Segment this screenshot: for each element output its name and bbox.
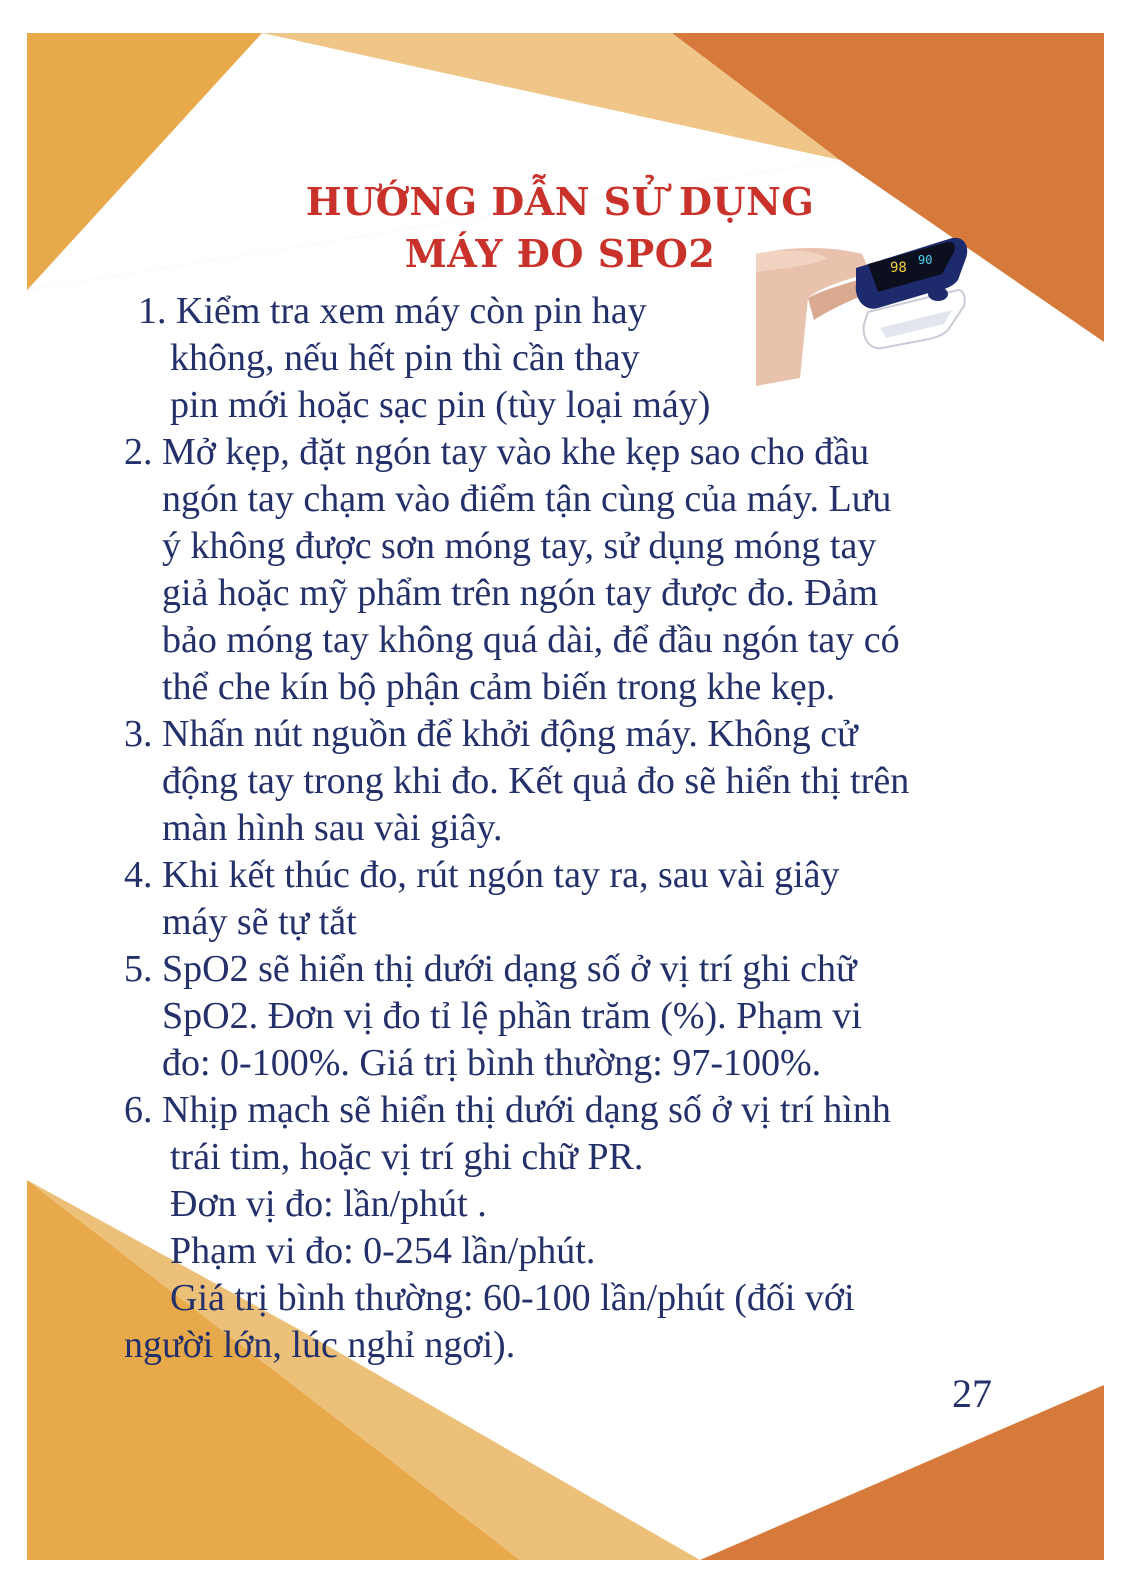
list-item-5	[124, 946, 984, 1087]
title-line-1: HƯỚNG DẪN SỬ DỤNG	[305, 179, 815, 224]
item-2-line-2: ngón tay chạm vào điểm tận cùng của máy. Lưu	[162, 478, 892, 520]
page-number: 27	[952, 1371, 992, 1416]
item-4-line-1: 4. Khi kết thúc đo, rút ngón tay ra, sau vài giây	[124, 854, 840, 896]
item-2-line-3: ý không được sơn móng tay, sử dụng móng tay	[162, 525, 877, 567]
item-5-line-3: đo: 0-100%. Giá trị bình thường: 97-100%.	[162, 1042, 822, 1084]
item-5-line-2: SpO2. Đơn vị đo tỉ lệ phần trăm (%). Phạm vi	[162, 995, 862, 1037]
item-1-line-1: 1. Kiểm tra xem máy còn pin hay	[138, 290, 647, 332]
item-2-line-4: giả hoặc mỹ phẩm trên ngón tay được đo. Đảm	[162, 572, 879, 614]
instruction-list	[124, 288, 984, 1369]
item-3-line-1: 3. Nhấn nút nguồn để khởi động máy. Không cử	[124, 713, 858, 755]
item-6-line-2: trái tim, hoặc vị trí ghi chữ PR.	[170, 1136, 644, 1178]
title-line-2: MÁY ĐO SPO2	[404, 231, 716, 276]
list-item-6	[124, 1087, 984, 1369]
item-3-line-2: động tay trong khi đo. Kết quả đo sẽ hiển thị trên	[162, 760, 910, 802]
item-2-line-5: bảo móng tay không quá dài, để đầu ngón tay có	[162, 619, 900, 661]
item-2-line-1: 2. Mở kẹp, đặt ngón tay vào khe kẹp sao cho đầu	[124, 431, 870, 473]
svg-text:90: 90	[918, 253, 933, 267]
item-1-line-2: không, nếu hết pin thì cần thay	[170, 337, 640, 379]
item-3-line-3: màn hình sau vài giây.	[162, 807, 503, 849]
list-item-2	[124, 429, 984, 711]
list-item-4	[124, 852, 984, 946]
list-item-1	[124, 288, 984, 429]
item-4-line-2: máy sẽ tự tắt	[162, 901, 357, 943]
item-6-line-5: Giá trị bình thường: 60-100 lần/phút (đối với	[170, 1277, 855, 1319]
item-2-line-6: thể che kín bộ phận cảm biến trong khe kẹp.	[162, 666, 836, 708]
item-6-line-4: Phạm vi đo: 0-254 lần/phút.	[170, 1230, 596, 1272]
item-6-line-1: 6. Nhịp mạch sẽ hiển thị dưới dạng số ở vị trí hình	[124, 1089, 891, 1131]
item-6-line-3: Đơn vị đo: lần/phút .	[170, 1183, 487, 1225]
item-5-line-1: 5. SpO2 sẽ hiển thị dưới dạng số ở vị trí ghi chữ	[124, 948, 857, 990]
list-item-3	[124, 711, 984, 852]
item-1-line-3: pin mới hoặc sạc pin (tùy loại máy)	[170, 384, 711, 426]
item-6-line-6: người lớn, lúc nghỉ ngơi).	[124, 1324, 516, 1366]
svg-text:98: 98	[890, 260, 907, 276]
